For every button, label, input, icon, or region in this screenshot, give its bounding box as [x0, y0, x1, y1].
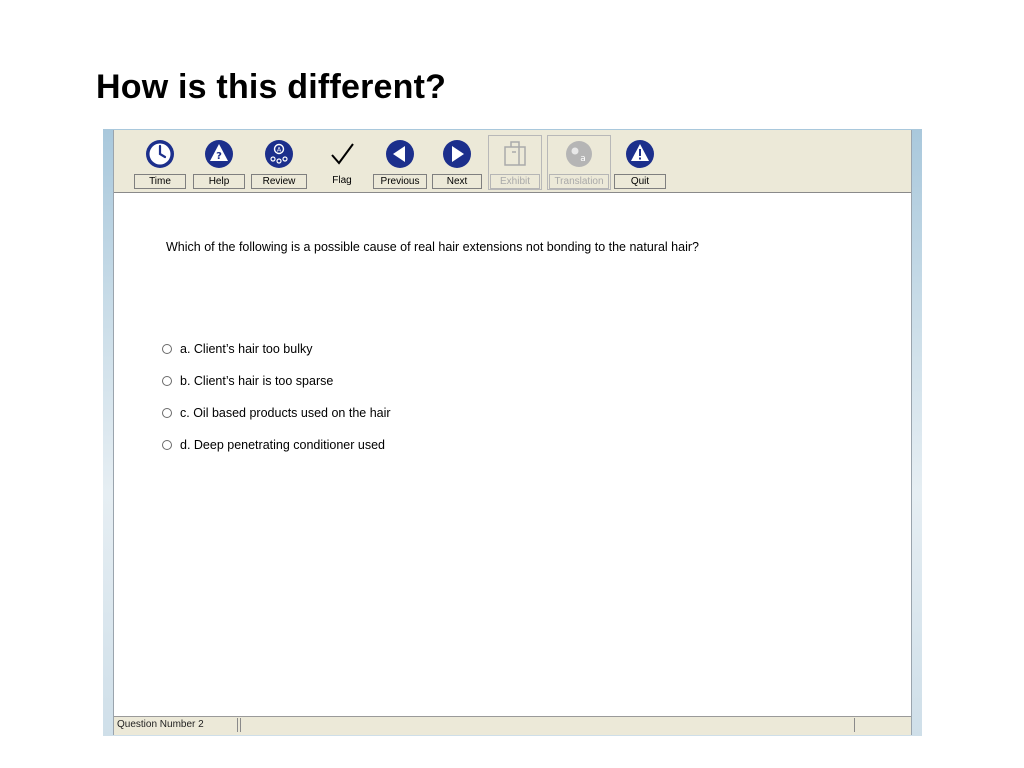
- svg-text:A: A: [276, 146, 282, 154]
- status-panel-middle: [240, 718, 853, 732]
- flag-button[interactable]: [316, 136, 368, 187]
- review-icon: [263, 138, 295, 170]
- status-bar: [114, 716, 911, 735]
- help-label: Help: [193, 174, 245, 189]
- quit-button[interactable]: [614, 136, 666, 187]
- toolbar: [114, 130, 911, 193]
- exhibit-label: Exhibit: [490, 174, 540, 189]
- previous-label: Previous: [373, 174, 427, 189]
- quit-label: Quit: [614, 174, 666, 189]
- warning-icon: [624, 138, 656, 170]
- status-panel-right: [854, 718, 909, 732]
- exhibit-icon: [499, 138, 531, 170]
- svg-text:?: ?: [216, 151, 222, 162]
- arrow-right-icon: [441, 138, 473, 170]
- exhibit-button[interactable]: [488, 135, 542, 190]
- answer-option-label: d. Deep penetrating conditioner used: [180, 438, 386, 452]
- answer-options: [162, 333, 391, 461]
- answer-option-a[interactable]: [162, 333, 391, 365]
- arrow-left-icon: [384, 138, 416, 170]
- translation-label: Translation: [549, 174, 609, 189]
- review-label: Review: [251, 174, 307, 189]
- help-icon: [203, 138, 235, 170]
- slide-title: How is this different?: [96, 68, 447, 106]
- exam-window: [113, 130, 912, 735]
- radio-button[interactable]: [162, 408, 172, 418]
- next-label: Next: [432, 174, 482, 189]
- checkmark-icon: [326, 138, 358, 170]
- answer-option-label: b. Client’s hair is too sparse: [180, 374, 334, 388]
- clock-icon: [144, 138, 176, 170]
- time-label: Time: [134, 174, 186, 189]
- radio-button[interactable]: [162, 344, 172, 354]
- answer-option-b[interactable]: [162, 365, 391, 397]
- next-button[interactable]: [432, 136, 482, 187]
- radio-button[interactable]: [162, 440, 172, 450]
- app-screenshot-frame: [103, 129, 922, 736]
- flag-label: Flag: [316, 174, 368, 187]
- radio-button[interactable]: [162, 376, 172, 386]
- translation-icon: [563, 138, 595, 170]
- answer-option-label: a. Client’s hair too bulky: [180, 342, 313, 356]
- svg-text:a: a: [580, 154, 586, 164]
- review-button[interactable]: [251, 136, 307, 187]
- previous-button[interactable]: [373, 136, 427, 187]
- question-number-status: Question Number 2: [116, 718, 238, 732]
- translation-button[interactable]: [547, 135, 611, 190]
- time-button[interactable]: [134, 136, 186, 187]
- answer-option-label: c. Oil based products used on the hair: [180, 406, 391, 420]
- answer-option-d[interactable]: [162, 429, 391, 461]
- question-text: Which of the following is a possible cause of real hair extensions not bonding to the natural hair?: [166, 240, 699, 254]
- answer-option-c[interactable]: [162, 397, 391, 429]
- help-button[interactable]: [193, 136, 245, 187]
